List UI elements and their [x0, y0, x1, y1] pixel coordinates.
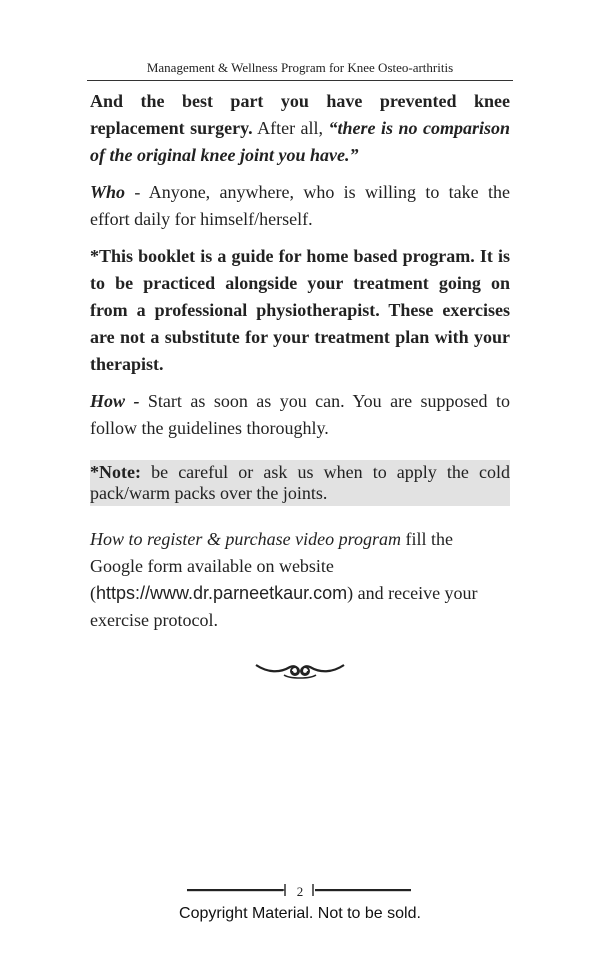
paragraph-who	[90, 179, 510, 233]
note-label: *Note:	[90, 462, 141, 482]
page-body	[90, 88, 510, 644]
copyright-notice: Copyright Material. Not to be sold.	[179, 905, 421, 922]
register-italic: How to register & purchase video program	[90, 529, 401, 549]
how-text: Start as soon as you can. You are supposed to follow the guidelines thoroughly.	[90, 391, 510, 438]
disclaimer-text: *This booklet is a guide for home based program. It is to be practiced alongside your treatment going on from a professional physiotherapist. These exercises are not a substitute for your treatment plan with your therapist.	[90, 246, 510, 374]
running-header: Management & Wellness Program for Knee Osteo-arthritis	[87, 60, 513, 81]
page-number: 2	[296, 884, 304, 899]
register-text-2: ) and receive your exercise protocol.	[90, 583, 478, 630]
benefit-normal: After all,	[252, 118, 329, 138]
note-text: be careful or ask us when to apply the cold pack/warm packs over the joints.	[90, 462, 510, 503]
website-link[interactable]: https://www.dr.parneetkaur.com	[96, 583, 348, 603]
who-text: - Anyone, anywhere, who is willing to take the effort daily for himself/herself.	[90, 182, 510, 229]
paragraph-benefit	[90, 88, 510, 169]
benefit-bold: And the best part you have prevented knee replacement surgery.	[90, 91, 510, 138]
paragraph-how	[90, 388, 510, 442]
benefit-quote: “there is no comparison of the original knee joint you have.”	[90, 118, 510, 165]
note-box	[90, 460, 510, 506]
decorative-flourish-icon	[254, 655, 346, 681]
register-text-1: fill the Google form available on website (	[90, 529, 453, 603]
paragraph-register	[90, 526, 510, 634]
paragraph-disclaimer	[90, 243, 510, 378]
how-label: How -	[90, 391, 140, 411]
who-label: Who	[90, 182, 126, 202]
